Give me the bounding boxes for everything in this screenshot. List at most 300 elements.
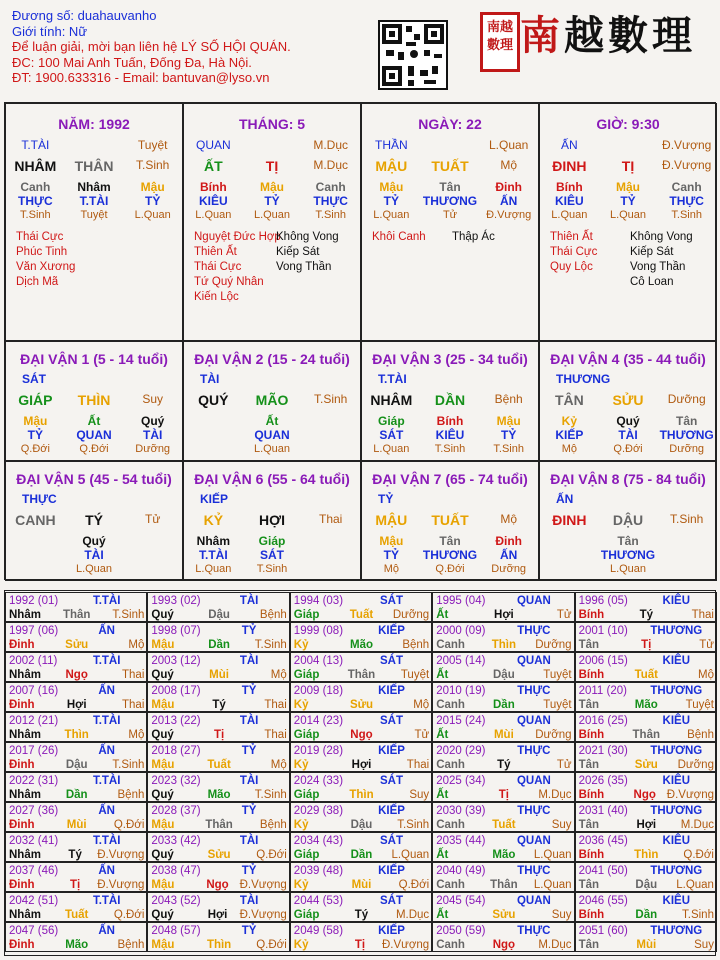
year-cell[interactable] xyxy=(5,832,147,862)
star-item: Kiến Lộc xyxy=(194,291,239,303)
stars-right xyxy=(630,230,693,290)
year-phase: Mộ xyxy=(413,699,430,711)
year-phase: Dưỡng xyxy=(392,609,430,621)
pillar-stem-value: MẬU xyxy=(375,158,408,174)
dai-van-hidden-value: Nhâm xyxy=(196,534,230,548)
pillar-stem-value: T.Sinh xyxy=(136,158,170,172)
dai-van-phase-value xyxy=(184,443,243,455)
year-branch: Dần xyxy=(635,909,658,921)
year-phase: Bệnh xyxy=(259,609,287,621)
year-line1 xyxy=(151,684,286,698)
year-cell[interactable] xyxy=(5,622,147,652)
year-line2 xyxy=(151,818,286,832)
year-label: 2036 (45) xyxy=(578,835,628,847)
year-line2 xyxy=(436,728,571,742)
year-stem: Kỷ xyxy=(293,759,309,771)
year-cell[interactable] xyxy=(147,772,289,802)
year-cell[interactable] xyxy=(5,682,147,712)
dai-van-stem-value: TÂN xyxy=(554,392,584,408)
year-cell[interactable] xyxy=(147,712,289,742)
year-stem: Bính xyxy=(578,729,605,741)
year-god: QUAN xyxy=(516,775,551,787)
dai-van-row-gods xyxy=(184,548,360,562)
year-line2 xyxy=(294,698,429,712)
year-branch: Thìn xyxy=(64,729,89,741)
dai-van-hidden-value: Quý xyxy=(141,414,165,428)
year-god: KIÊU xyxy=(662,655,691,667)
year-cell[interactable] xyxy=(290,772,432,802)
year-phase: Dưỡng xyxy=(535,729,572,741)
dai-van-phase-value: Q.Đới xyxy=(435,563,465,575)
year-line1 xyxy=(294,804,429,818)
year-line2 xyxy=(436,638,571,652)
year-line1 xyxy=(294,894,429,908)
year-line1 xyxy=(294,744,429,758)
dai-van-stem-value: DẦN xyxy=(434,392,466,408)
year-stem: Quý xyxy=(151,669,174,681)
year-cell[interactable] xyxy=(432,802,574,832)
year-branch: Hợi xyxy=(494,609,514,621)
year-cell[interactable] xyxy=(432,622,574,652)
year-label: 1998 (07) xyxy=(151,625,201,637)
year-line1 xyxy=(436,684,571,698)
year-stem: Ất xyxy=(436,609,449,621)
year-branch: Dần xyxy=(350,849,373,861)
year-cell[interactable] xyxy=(432,922,574,952)
year-cell[interactable] xyxy=(575,862,717,892)
pillar-top-value xyxy=(65,138,124,152)
dai-van-hidden-value: Quý xyxy=(82,534,106,548)
dai-van-phase-value xyxy=(657,563,716,575)
year-cell[interactable] xyxy=(290,862,432,892)
year-stem: Giáp xyxy=(293,729,320,741)
year-god: SÁT xyxy=(379,835,403,847)
year-phase: Suy xyxy=(551,819,572,831)
year-cell[interactable] xyxy=(147,832,289,862)
year-label: 2049 (58) xyxy=(293,925,344,937)
star-item: Tứ Quý Nhân xyxy=(194,276,264,288)
year-branch: Dậu xyxy=(65,759,88,771)
dai-van-gods-value xyxy=(301,428,360,442)
dai-van-gods-value xyxy=(6,548,65,562)
pillar-gods-value: TỶ xyxy=(264,194,280,208)
year-branch: Mão xyxy=(65,939,89,951)
year-line2 xyxy=(436,818,571,832)
dai-van-phase-value xyxy=(6,563,65,575)
year-line1 xyxy=(9,744,144,758)
dai-van-row-hidden xyxy=(362,534,538,548)
dai-van-cell xyxy=(5,461,183,581)
dai-van-gods-value: SÁT xyxy=(379,428,404,442)
year-cell[interactable] xyxy=(147,862,289,892)
dai-van-phase-value: T.Sinh xyxy=(434,443,466,455)
pillar-row-gods xyxy=(362,194,538,208)
year-branch: Mùi xyxy=(209,669,229,681)
year-line2 xyxy=(151,908,286,922)
pillar-stem-value: M.Dục xyxy=(313,158,349,172)
dai-van-stem-value: Tử xyxy=(144,512,161,526)
pillar-stem-value: Đ.Vượng xyxy=(662,158,712,172)
year-cell[interactable] xyxy=(432,862,574,892)
dai-van-row-stem xyxy=(362,392,538,408)
year-cell[interactable] xyxy=(575,682,717,712)
pillar-stem-value: TỊ xyxy=(265,158,279,174)
year-label: 2009 (18) xyxy=(293,685,344,697)
year-stem: Tân xyxy=(578,939,600,951)
year-phase: Suy xyxy=(551,909,572,921)
year-branch: Tý xyxy=(639,609,653,621)
year-god: T.TÀI xyxy=(92,595,121,607)
year-cell[interactable] xyxy=(290,682,432,712)
year-god: TỶ xyxy=(241,865,257,877)
year-stem: Ất xyxy=(436,669,449,681)
year-label: 2051 (60) xyxy=(578,925,628,937)
year-cell[interactable] xyxy=(432,772,574,802)
year-line1 xyxy=(294,924,429,938)
year-god: T.TÀI xyxy=(92,835,121,847)
year-label: 2037 (46) xyxy=(9,865,59,877)
dai-van-stem-value: HỢI xyxy=(259,512,285,528)
year-label: 2010 (19) xyxy=(436,685,486,697)
year-label: 2004 (13) xyxy=(293,655,344,667)
dai-van-stem-value: Bệnh xyxy=(494,392,523,406)
dai-van-god: SÁT xyxy=(22,372,46,386)
year-god: SÁT xyxy=(379,895,403,907)
dai-van-god: ẤN xyxy=(556,492,574,506)
pillar-row-gods xyxy=(184,194,360,208)
star-item: Thái Cực xyxy=(550,246,598,258)
year-branch: Mão xyxy=(634,699,658,711)
year-line2 xyxy=(151,608,286,622)
year-phase: Q.Đới xyxy=(256,939,287,951)
year-line1 xyxy=(9,804,144,818)
pillar-row-hidden xyxy=(184,180,360,194)
year-label: 2025 (34) xyxy=(436,775,486,787)
star-item: Thái Cực xyxy=(16,231,64,243)
year-branch: Tý xyxy=(354,909,369,921)
year-line2 xyxy=(579,758,714,772)
year-line2 xyxy=(151,668,286,682)
year-cell[interactable] xyxy=(432,832,574,862)
year-god: ẤN xyxy=(98,625,115,637)
year-god: QUAN xyxy=(516,715,551,727)
dai-van-phase-value: L.Quan xyxy=(609,563,647,575)
dai-van-gods-value: THƯƠNG xyxy=(659,428,714,442)
year-god: THỰC xyxy=(517,625,551,637)
year-line1 xyxy=(294,594,429,608)
year-cell[interactable] xyxy=(432,712,574,742)
year-cell[interactable] xyxy=(5,892,147,922)
year-line1 xyxy=(579,624,714,638)
year-cell[interactable] xyxy=(432,892,574,922)
year-phase: M.Dục xyxy=(538,789,572,801)
year-branch: Tị xyxy=(354,939,366,951)
year-god: T.TÀI xyxy=(92,775,121,787)
dai-van-phase-value: L.Quan xyxy=(253,443,291,455)
year-god: TÀI xyxy=(239,895,259,907)
stars-left xyxy=(194,230,281,305)
year-cell[interactable] xyxy=(432,682,574,712)
year-stem: Bính xyxy=(578,609,605,621)
year-cell[interactable] xyxy=(575,622,717,652)
dai-van-row-stem xyxy=(184,512,360,528)
dai-van-gods-value xyxy=(184,428,243,442)
year-line2 xyxy=(579,728,714,742)
year-phase: Suy xyxy=(694,939,714,951)
dai-van-row-gods xyxy=(6,428,182,442)
year-god: KIẾP xyxy=(378,745,405,757)
year-line1 xyxy=(9,594,144,608)
pillar-top-value: QUAN xyxy=(196,138,231,152)
year-cell[interactable] xyxy=(147,892,289,922)
year-branch: Tị xyxy=(498,789,509,801)
year-god: SÁT xyxy=(379,595,403,607)
dai-van-row-phase xyxy=(362,443,538,455)
year-phase: T.Sinh xyxy=(397,819,430,831)
year-line2 xyxy=(436,698,571,712)
year-line2 xyxy=(9,668,144,682)
year-branch: Thân xyxy=(62,609,91,621)
year-phase: Mộ xyxy=(128,639,145,651)
year-cell[interactable] xyxy=(575,772,717,802)
year-line1 xyxy=(436,804,571,818)
dai-van-stem-value: QUÝ xyxy=(198,392,229,408)
year-label: 2008 (17) xyxy=(151,685,201,697)
year-label: 2034 (43) xyxy=(293,835,344,847)
year-cell[interactable] xyxy=(432,592,574,622)
dai-van-title: ĐẠI VẬN 4 (35 - 44 tuổi) xyxy=(550,351,706,367)
year-cell[interactable] xyxy=(147,922,289,952)
year-line2 xyxy=(579,668,714,682)
year-god: KIÊU xyxy=(662,595,691,607)
year-label: 2016 (25) xyxy=(578,715,628,727)
year-label: 2005 (14) xyxy=(436,655,486,667)
year-cell[interactable] xyxy=(147,592,289,622)
year-cell[interactable] xyxy=(290,832,432,862)
star-item: Thập Ác xyxy=(452,231,495,243)
star-item: Cô Loan xyxy=(630,276,674,288)
year-stem: Giáp xyxy=(293,909,320,921)
year-cell[interactable] xyxy=(575,922,717,952)
dai-van-god: TÀI xyxy=(200,372,220,386)
year-cell[interactable] xyxy=(575,712,717,742)
year-god: T.TÀI xyxy=(92,715,121,727)
year-cell[interactable] xyxy=(575,592,717,622)
dai-van-title: ĐẠI VẬN 2 (15 - 24 tuổi) xyxy=(194,351,350,367)
year-god: ẤN xyxy=(98,865,115,877)
year-branch: Mùi xyxy=(66,819,87,831)
year-line2 xyxy=(294,938,429,952)
pillar-row-phase xyxy=(362,209,538,221)
year-god: TỶ xyxy=(241,625,257,637)
dai-van-hidden-value: Mậu xyxy=(379,534,404,548)
year-cell[interactable] xyxy=(575,892,717,922)
year-label: 2029 (38) xyxy=(293,805,344,817)
year-cell[interactable] xyxy=(5,742,147,772)
dai-van-gods-value xyxy=(123,548,182,562)
year-cell[interactable] xyxy=(147,652,289,682)
year-cell[interactable] xyxy=(290,922,432,952)
dai-van-row-hidden xyxy=(540,534,716,548)
star-item: Nguyệt Đức Hợp xyxy=(194,231,281,243)
year-god: QUAN xyxy=(516,655,551,667)
year-cell[interactable] xyxy=(5,712,147,742)
year-cell[interactable] xyxy=(575,742,717,772)
year-cell[interactable] xyxy=(575,652,717,682)
year-label: 1994 (03) xyxy=(293,595,344,607)
year-cell[interactable] xyxy=(5,802,147,832)
dai-van-hidden-value: Kỷ xyxy=(561,414,577,428)
pillar-phase-value: L.Quan xyxy=(195,209,232,221)
year-cell[interactable] xyxy=(147,742,289,772)
year-phase: Tử xyxy=(414,729,430,741)
star-item: Dịch Mã xyxy=(16,276,59,288)
pillar-stem-value: Mộ xyxy=(500,158,518,172)
year-cell[interactable] xyxy=(290,742,432,772)
year-cell[interactable] xyxy=(147,622,289,652)
year-line2 xyxy=(579,788,714,802)
dai-van-stem-value: SỬU xyxy=(612,392,644,408)
pillar-stem-value: TUẤT xyxy=(431,158,469,174)
year-line2 xyxy=(294,638,429,652)
year-branch: Thìn xyxy=(634,849,659,861)
pillar-title: NĂM: 1992 xyxy=(58,116,130,132)
pillar-gods-value: T.TÀI xyxy=(79,194,109,208)
pillar-top-value: M.Dục xyxy=(313,138,349,152)
year-cell[interactable] xyxy=(5,862,147,892)
dai-van-row-gods xyxy=(362,548,538,562)
year-stem: Mậu xyxy=(151,639,175,651)
year-label: 2015 (24) xyxy=(436,715,486,727)
year-phase: M.Dục xyxy=(538,939,572,951)
year-god: SÁT xyxy=(379,655,403,667)
year-god: QUAN xyxy=(516,835,551,847)
gender: Giới tính: Nữ xyxy=(12,23,88,39)
pillar-hidden-value: Bính xyxy=(200,180,227,194)
year-line2 xyxy=(579,848,714,862)
dai-van-stem-value: MẬU xyxy=(375,512,408,528)
year-label: 2024 (33) xyxy=(293,775,344,787)
year-cell[interactable] xyxy=(290,802,432,832)
year-stem: Quý xyxy=(151,909,174,921)
year-cell[interactable] xyxy=(290,592,432,622)
year-cell[interactable] xyxy=(290,652,432,682)
dai-van-stem-value: THÌN xyxy=(77,392,111,408)
year-cell[interactable] xyxy=(432,652,574,682)
year-phase: L.Quan xyxy=(533,849,572,861)
year-label: 2001 (10) xyxy=(578,625,628,637)
year-cell[interactable] xyxy=(147,682,289,712)
year-cell[interactable] xyxy=(5,592,147,622)
year-line2 xyxy=(579,638,714,652)
year-label: 2018 (27) xyxy=(151,745,201,757)
dai-van-gods-value: KIÊU xyxy=(435,428,465,442)
dai-van-row-gods xyxy=(6,548,182,562)
dai-van-hidden-value: Ất xyxy=(265,414,279,428)
year-branch: Mùi xyxy=(636,939,657,951)
year-phase: Q.Đới xyxy=(113,909,145,921)
year-stem: Đinh xyxy=(9,939,35,951)
year-phase: L.Quan xyxy=(676,879,714,891)
pillar-gods-value: TỶ xyxy=(383,194,399,208)
year-branch: Tuất xyxy=(492,819,516,831)
pillar-phase-value: L.Quan xyxy=(253,209,291,221)
dai-van-row-phase xyxy=(6,563,182,575)
year-branch: Hợi xyxy=(351,759,372,771)
year-cell[interactable] xyxy=(575,802,717,832)
dai-van-row-stem xyxy=(362,512,538,528)
year-cell[interactable] xyxy=(290,712,432,742)
dai-van-row-stem xyxy=(540,392,716,408)
dai-van-gods-value: KIẾP xyxy=(555,428,584,442)
pillar-phase-value: L.Quan xyxy=(373,209,410,221)
dai-van-row-phase xyxy=(540,443,716,455)
year-stem: Nhâm xyxy=(9,789,41,801)
year-cell[interactable] xyxy=(147,802,289,832)
pillar-title: NGÀY: 22 xyxy=(418,116,482,132)
pillar-row-hidden xyxy=(6,180,182,194)
pillar-cell xyxy=(539,103,717,341)
year-stem: Canh xyxy=(436,879,465,891)
year-phase: Q.Đới xyxy=(683,849,714,861)
year-god: THƯƠNG xyxy=(650,745,703,757)
year-branch: Dậu xyxy=(350,819,373,831)
year-label: 2030 (39) xyxy=(436,805,486,817)
dai-van-row-stem xyxy=(540,512,716,528)
year-cell[interactable] xyxy=(575,832,717,862)
year-god: TÀI xyxy=(239,715,259,727)
year-line1 xyxy=(436,894,571,908)
star-item: Phúc Tinh xyxy=(16,246,68,258)
year-label: 2033 (42) xyxy=(151,835,201,847)
qr-code-icon[interactable] xyxy=(378,20,448,90)
year-stem: Kỷ xyxy=(293,639,309,651)
year-line2 xyxy=(436,908,571,922)
header-info xyxy=(12,8,372,86)
dai-van-hidden-value: Giáp xyxy=(258,534,286,548)
year-label: 1995 (04) xyxy=(436,595,486,607)
year-label: 2002 (11) xyxy=(9,655,58,667)
year-line1 xyxy=(151,894,286,908)
year-cell[interactable] xyxy=(290,892,432,922)
year-cell[interactable] xyxy=(290,622,432,652)
year-stem: Đinh xyxy=(9,819,35,831)
pillar-phase-value: L.Quan xyxy=(609,209,647,221)
year-label: 2038 (47) xyxy=(151,865,201,877)
dai-van-hidden-value xyxy=(301,414,360,428)
dai-van-gods-value: TÀI xyxy=(143,428,163,442)
year-branch: Dần xyxy=(493,699,515,711)
year-label: 1997 (06) xyxy=(9,625,59,637)
year-cell[interactable] xyxy=(5,772,147,802)
dai-van-god: T.TÀI xyxy=(378,372,407,386)
year-line2 xyxy=(579,908,714,922)
year-stem: Nhâm xyxy=(9,729,41,741)
year-god: KIẾP xyxy=(378,925,405,937)
year-line2 xyxy=(151,788,286,802)
year-stem: Nhâm xyxy=(9,849,41,861)
year-cell[interactable] xyxy=(5,922,147,952)
pillar-gods-value: THỰC xyxy=(18,194,53,208)
year-cell[interactable] xyxy=(5,652,147,682)
year-god: T.TÀI xyxy=(92,655,121,667)
dai-van-phase-value xyxy=(540,563,599,575)
year-branch: Tuất xyxy=(64,909,89,921)
year-cell[interactable] xyxy=(432,742,574,772)
year-line1 xyxy=(151,624,286,638)
year-line2 xyxy=(436,668,571,682)
stars-left xyxy=(550,230,597,275)
